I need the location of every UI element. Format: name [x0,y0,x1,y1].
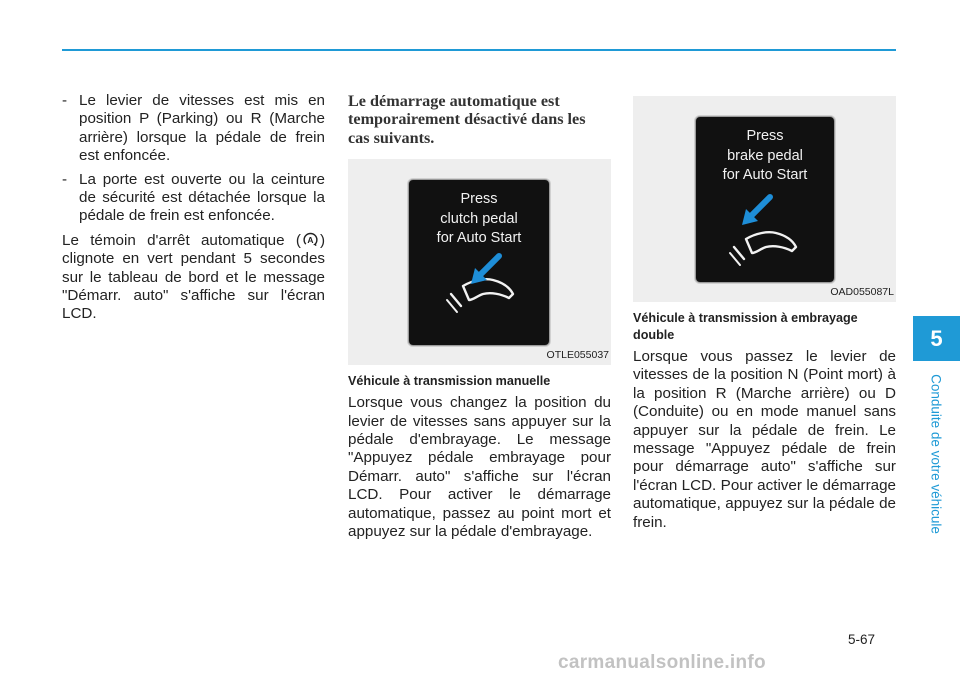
screen-line: clutch pedal [440,210,518,227]
screen-line: Press [746,128,784,144]
auto-stop-paragraph [62,231,325,324]
svg-text:A: A [307,234,314,245]
chapter-title: Conduite de votre véhicule [928,374,944,534]
bullet-text: Le levier de vitesses est mis en position P (Parking) ou R (Marche arrière) lorsque la pédale de frein est enfoncée. [79,92,325,165]
bullet-marker: - [62,170,68,188]
watermark: carmanualsonline.info [558,652,766,673]
body-paragraph: Lorsque vous changez la position du levier de vitesses sans appuyer sur la pédale d'embrayage. Le message "Appuyez pédale embrayage pour Démarr. auto" s'affiche sur l'écran LCD. Pour activer le démarrage automatique, passez au point mort et appuyez sur la pédale d'embrayage. [348,394,611,541]
press-arrow-icon [465,250,505,290]
figure-brake-pedal [633,96,896,302]
section-heading: Le démarrage automatique est temporairement désactivé dans les cas suivants. [348,92,586,147]
bullet-item [62,171,325,226]
subheading: Véhicule à transmission à embrayage double [633,311,858,342]
screen-line: for Auto Start [436,230,522,247]
lcd-screen [695,116,835,283]
paragraph-text-start: Le témoin d'arrêt automatique ( [62,231,301,249]
bullet-text: La porte est ouverte ou la ceinture de sécurité est détachée lorsque la pédale de frein est enfoncée. [79,170,325,225]
header-rule [62,49,896,51]
press-arrow-icon [736,191,776,231]
body-paragraph: Lorsque vous passez le levier de vitesses de la position N (Point mort) à la position R (Marche arrière) ou D (Conduite) ou en mode manuel sans appuyer sur la pédale de frein. Le message "Appuyez pédale de frein pour démarrage auto" s'affiche sur l'écran LCD. Pour activer le démarrage automatique, appuyez sur la pédale de frein. [633,348,896,531]
figure-clutch-pedal [348,159,611,365]
figure-code: OAD055087L [830,285,894,298]
subheading: Véhicule à transmission manuelle [348,374,551,389]
figure-code: OTLE055037 [546,348,609,361]
column-3 [633,96,896,537]
auto-stop-icon [302,231,319,248]
column-1 [62,92,325,329]
bullet-item [62,92,325,166]
paragraph-text-end: ) clignote en vert pendant 5 secondes sur le tableau de bord et le message "Démarr. auto" s'affiche sur l'écran LCD. [62,231,325,323]
screen-line: for Auto Start [722,167,808,183]
lcd-screen [408,179,550,346]
chapter-tab: 5 [913,316,960,361]
column-2 [348,92,611,546]
screen-line: brake pedal [727,147,803,164]
bullet-marker: - [62,92,68,109]
page-number: 5-67 [848,632,876,647]
screen-line: Press [460,191,498,208]
